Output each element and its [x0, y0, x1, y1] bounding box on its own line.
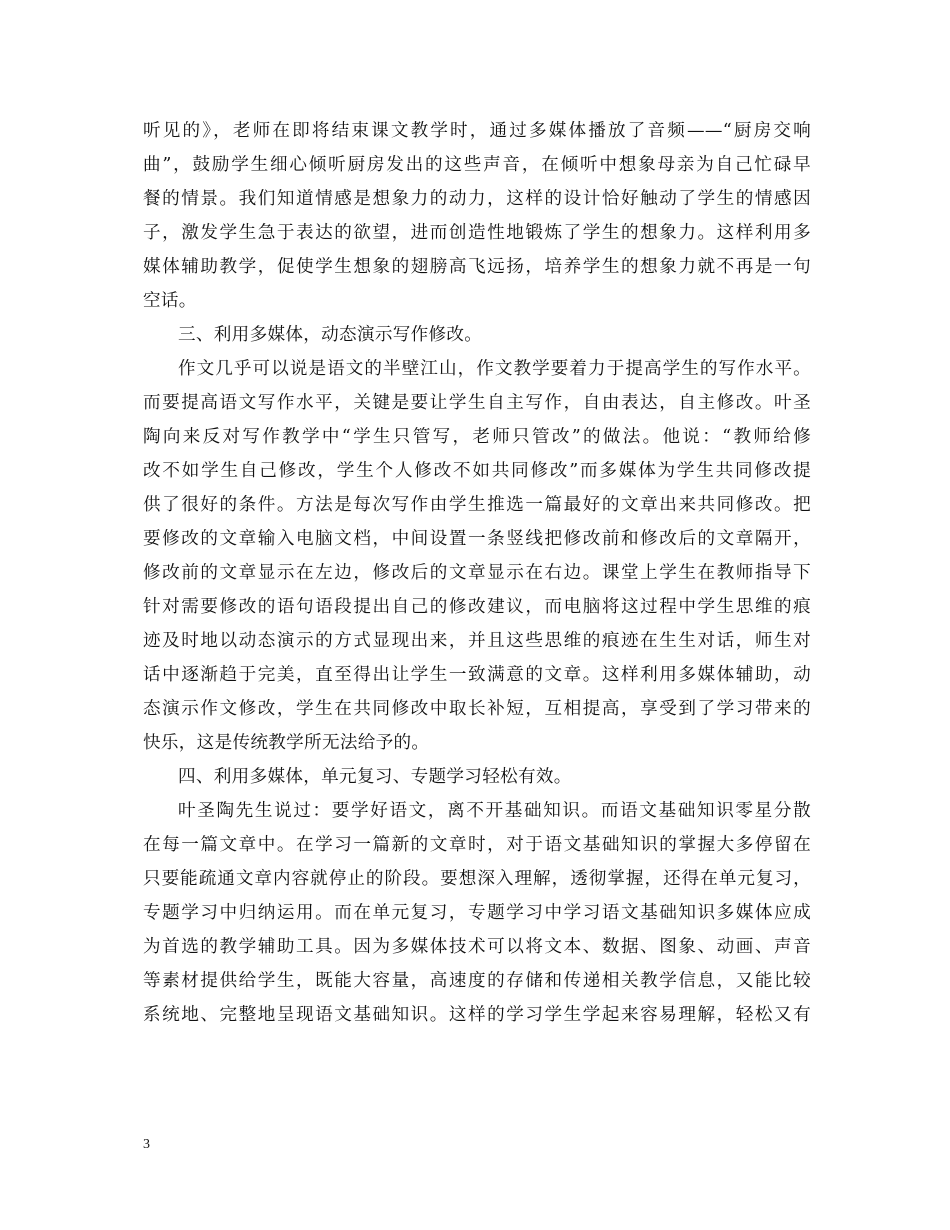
- text-line: 餐的情景。我们知道情感是想象力的动力，这样的设计恰好触动了学生的情感因: [143, 189, 811, 209]
- text-line: 作文几乎可以说是语文的半壁江山，作文教学要着力于提高学生的写作水平。: [178, 359, 811, 379]
- text-line: 而要提高语文写作水平，关键是要让学生自主写作，自由表达，自主修改。叶圣: [143, 393, 811, 413]
- section-heading: 三、利用多媒体，动态演示写作修改。: [178, 325, 483, 345]
- text-line: 为首选的教学辅助工具。因为多媒体技术可以将文本、数据、图象、动画、声音: [143, 937, 811, 957]
- text-line: 子，激发学生急于表达的欲望，进而创造性地锻炼了学生的想象力。这样利用多: [143, 223, 811, 243]
- text-line: 迹及时地以动态演示的方式显现出来，并且这些思维的痕迹在生生对话，师生对: [143, 631, 811, 651]
- text-line: 曲”，鼓励学生细心倾听厨房发出的这些声音，在倾听中想象母亲为自己忙碌早: [143, 155, 811, 175]
- text-line: 系统地、完整地呈现语文基础知识。这样的学习学生学起来容易理解，轻松又有: [143, 1005, 811, 1025]
- page-number: 3: [143, 1137, 150, 1152]
- text-line: 态演示作文修改，学生在共同修改中取长补短，互相提高，享受到了学习带来的: [143, 699, 811, 719]
- text-line: 在每一篇文章中。在学习一篇新的文章时，对于语文基础知识的掌握大多停留在: [143, 835, 811, 855]
- text-line: 专题学习中归纳运用。而在单元复习，专题学习中学习语文基础知识多媒体应成: [143, 903, 811, 923]
- text-line: 叶圣陶先生说过：要学好语文，离不开基础知识。而语文基础知识零星分散: [178, 801, 811, 821]
- text-line: 陶向来反对写作教学中“学生只管写，老师只管改”的做法。他说：“教师给修: [143, 427, 811, 447]
- text-line: 供了很好的条件。方法是每次写作由学生推选一篇最好的文章出来共同修改。把: [143, 495, 811, 515]
- text-line: 修改前的文章显示在左边，修改后的文章显示在右边。课堂上学生在教师指导下: [143, 563, 811, 583]
- text-line: 听见的》，老师在即将结束课文教学时，通过多媒体播放了音频——“厨房交响: [143, 121, 811, 141]
- body-text: [143, 114, 811, 1032]
- text-line: 只要能疏通文章内容就停止的阶段。要想深入理解，透彻掌握，还得在单元复习，: [143, 869, 811, 889]
- text-line: 媒体辅助教学，促使学生想象的翅膀高飞远扬，培养学生的想象力就不再是一句: [143, 257, 811, 277]
- text-line: 空话。: [143, 291, 197, 311]
- section-heading: 四、利用多媒体，单元复习、专题学习轻松有效。: [178, 767, 572, 787]
- text-line: 改不如学生自己修改，学生个人修改不如共同修改”而多媒体为学生共同修改提: [143, 461, 811, 481]
- text-line: 等素材提供给学生，既能大容量，高速度的存储和传递相关教学信息，又能比较: [143, 971, 811, 991]
- text-line: 针对需要修改的语句语段提出自己的修改建议，而电脑将这过程中学生思维的痕: [143, 597, 811, 617]
- text-line: 快乐，这是传统教学所无法给予的。: [143, 733, 430, 753]
- text-line: 要修改的文章输入电脑文档，中间设置一条竖线把修改前和修改后的文章隔开，: [143, 529, 811, 549]
- text-line: 话中逐渐趋于完美，直至得出让学生一致满意的文章。这样利用多媒体辅助，动: [143, 665, 811, 685]
